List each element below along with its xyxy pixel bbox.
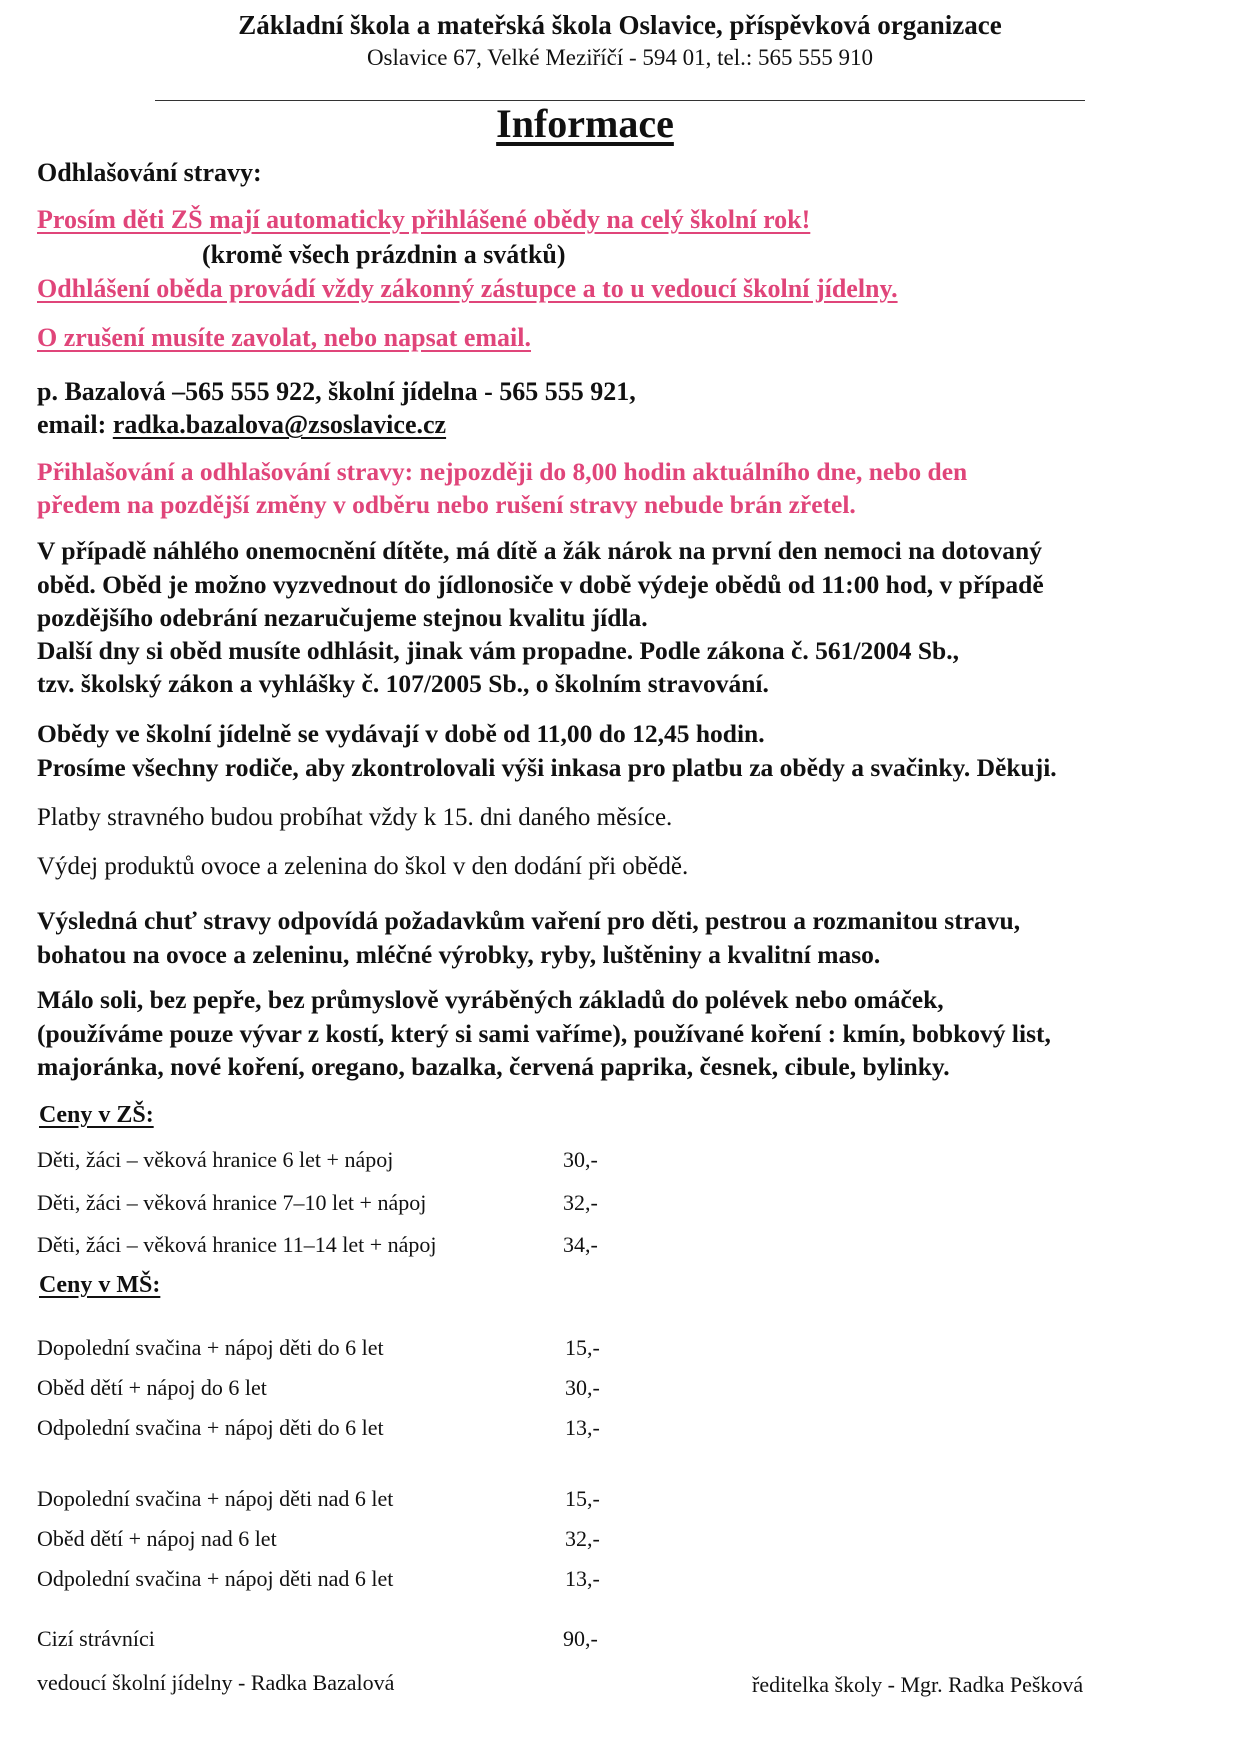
- notice-guardian: Odhlášení oběda provádí vždy zákonný zástupce a to u vedoucí školní jídelny.: [37, 274, 898, 303]
- price-row-label: Oběd dětí + nápoj nad 6 let: [37, 1526, 277, 1551]
- price-row-value: 34,-: [563, 1232, 598, 1257]
- illness-line-4: Další dny si oběd musíte odhlásit, jinak vám propadne. Podle zákona č. 561/2004 Sb.,: [37, 636, 959, 665]
- illness-line-1: V případě náhlého onemocnění dítěte, má dítě a žák nárok na první den nemoci na dotovaný: [37, 536, 1042, 565]
- school-address: Oslavice 67, Velké Meziříčí - 594 01, tel.: 565 555 910: [366, 45, 874, 70]
- price-row-label: Oběd dětí + nápoj do 6 let: [37, 1375, 267, 1400]
- notice-auto-lunches: Prosím děti ZŠ mají automaticky přihlášené obědy na celý školní rok!: [37, 205, 811, 234]
- foreign-diners-label: Cizí strávníci: [37, 1626, 155, 1651]
- price-row-value: 15,-: [565, 1335, 600, 1360]
- taste-line-2: bohatou na ovoce a zeleninu, mléčné výrobky, ryby, luštěniny a kvalitní maso.: [37, 940, 881, 969]
- school-name: Základní škola a mateřská škola Oslavice, příspěvková organizace: [238, 10, 1002, 40]
- signature-principal: ředitelka školy - Mgr. Radka Pešková: [752, 1672, 1084, 1697]
- illness-line-2: oběd. Oběd je možno vyzvednout do jídlonosiče v době výdeje obědů od 11:00 hod, v případě: [37, 570, 1044, 599]
- price-row-value: 13,-: [565, 1415, 600, 1440]
- contact-phones: p. Bazalová –565 555 922, školní jídelna - 565 555 921,: [37, 377, 636, 406]
- price-row-value: 30,-: [565, 1375, 600, 1400]
- price-row-label: Dopolední svačina + nápoj děti nad 6 let: [37, 1486, 394, 1511]
- price-row-value: 15,-: [565, 1486, 600, 1511]
- document-title: Informace: [496, 101, 674, 146]
- price-row-label: Odpolední svačina + nápoj děti nad 6 let: [37, 1566, 394, 1591]
- lunch-hours-line-1: Obědy ve školní jídelně se vydávají v době od 11,00 do 12,45 hodin.: [37, 719, 765, 748]
- price-row-label: Děti, žáci – věková hranice 6 let + nápoj: [37, 1147, 394, 1172]
- email-label: email:: [37, 410, 107, 439]
- prices-ms-heading: Ceny v MŠ:: [39, 1272, 161, 1298]
- section-heading: Odhlašování stravy:: [37, 158, 262, 187]
- price-row-value: 30,-: [563, 1147, 598, 1172]
- payments-note: Platby stravného budou probíhat vždy k 15. dni daného měsíce.: [37, 804, 673, 831]
- salt-line-2: (používáme pouze vývar z kostí, který si sami vaříme), používané koření : kmín, bobkový list,: [37, 1019, 1051, 1048]
- contact-email-row: [37, 410, 446, 440]
- lunch-hours-line-2: Prosíme všechny rodiče, aby zkontrolovali výši inkasa pro platbu za obědy a svačinky. Děkuji.: [37, 753, 1057, 782]
- price-row-value: 32,-: [563, 1190, 598, 1215]
- notice-holidays: (kromě všech prázdnin a svátků): [202, 240, 566, 269]
- price-row-label: Děti, žáci – věková hranice 7–10 let + nápoj: [37, 1190, 427, 1215]
- foreign-diners-price: 90,-: [563, 1626, 598, 1651]
- price-row-label: Dopolední svačina + nápoj děti do 6 let: [37, 1335, 384, 1360]
- illness-line-3: pozdějšího odebrání nezaručujeme stejnou kvalitu jídla.: [37, 603, 648, 632]
- notice-cancel: O zrušení musíte zavolat, nebo napsat email.: [37, 323, 531, 352]
- prices-zs-heading: Ceny v ZŠ:: [39, 1102, 154, 1128]
- salt-line-1: Málo soli, bez pepře, bez průmyslově vyráběných základů do polévek nebo omáček,: [37, 985, 944, 1014]
- salt-line-3: majoránka, nové koření, oregano, bazalka, červená paprika, česnek, cibule, bylinky.: [37, 1052, 950, 1081]
- taste-line-1: Výsledná chuť stravy odpovídá požadavkům vaření pro děti, pestrou a rozmanitou stravu,: [37, 906, 1021, 935]
- price-row-label: Odpolední svačina + nápoj děti do 6 let: [37, 1415, 384, 1440]
- signature-canteen-head: vedoucí školní jídelny - Radka Bazalová: [37, 1670, 395, 1695]
- email-link[interactable]: radka.bazalova@zsoslavice.cz: [112, 410, 447, 439]
- produce-note: Výdej produktů ovoce a zelenina do škol v den dodání při obědě.: [37, 853, 689, 880]
- price-row-label: Děti, žáci – věková hranice 11–14 let + nápoj: [37, 1232, 437, 1257]
- price-row-value: 32,-: [565, 1526, 600, 1551]
- deadline-line-2: předem na pozdější změny v odběru nebo rušení stravy nebude brán zřetel.: [37, 490, 856, 519]
- price-row-value: 13,-: [565, 1566, 600, 1591]
- deadline-line-1: Přihlašování a odhlašování stravy: nejpozději do 8,00 hodin aktuálního dne, nebo den: [37, 457, 968, 486]
- illness-line-5: tzv. školský zákon a vyhlášky č. 107/2005 Sb., o školním stravování.: [37, 669, 769, 698]
